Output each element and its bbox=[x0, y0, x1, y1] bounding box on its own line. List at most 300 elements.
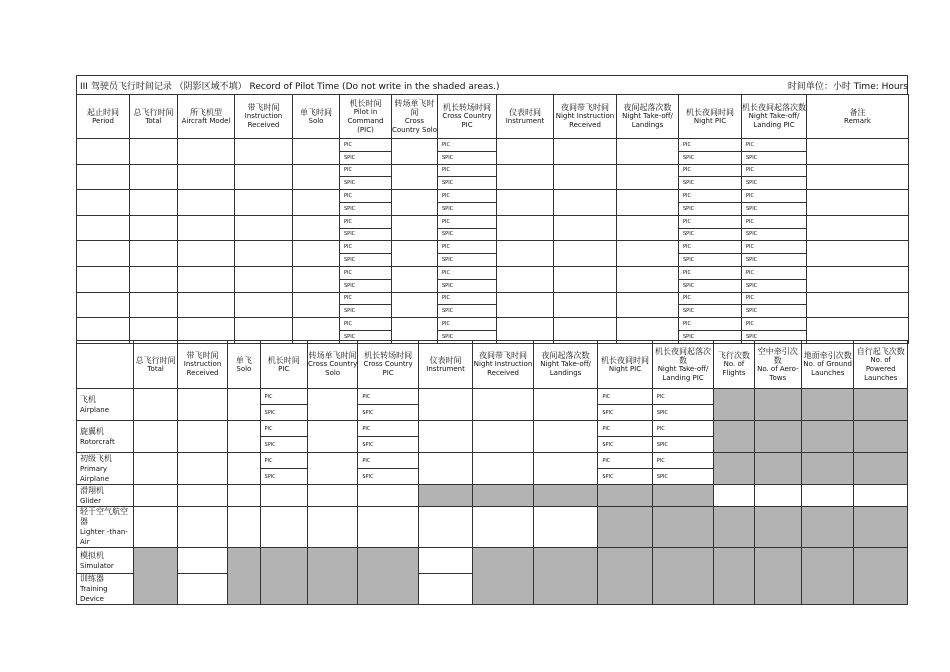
summary-cell[interactable] bbox=[418, 507, 472, 548]
summary-cell[interactable] bbox=[177, 548, 227, 574]
summary-row bbox=[77, 548, 908, 574]
pic-entry-cell[interactable]: PIC bbox=[358, 389, 419, 405]
top-header-4 bbox=[293, 95, 340, 139]
category-en: Rotorcraft bbox=[80, 437, 115, 446]
pic-entry-cell[interactable]: PIC bbox=[358, 421, 419, 437]
bottom-header-11 bbox=[714, 341, 754, 389]
pic-entry-cell[interactable]: PIC bbox=[438, 318, 497, 331]
spic-entry-cell[interactable]: SPIC bbox=[358, 405, 419, 421]
spic-entry-cell[interactable]: SPIC bbox=[438, 228, 497, 241]
entry-cell[interactable] bbox=[617, 215, 679, 241]
spic-entry-cell[interactable]: SPIC bbox=[438, 330, 497, 343]
pic-entry-cell[interactable]: PIC bbox=[340, 164, 392, 177]
entry-cell[interactable] bbox=[392, 266, 438, 292]
top-header-zh: 机长夜间起落次数 bbox=[742, 103, 806, 112]
top-header-1 bbox=[130, 95, 178, 139]
entry-cell[interactable] bbox=[497, 215, 554, 241]
spic-entry-cell[interactable]: SPIC bbox=[742, 151, 807, 164]
entry-cell[interactable] bbox=[392, 292, 438, 318]
summary-cell bbox=[714, 453, 754, 485]
summary-cell[interactable] bbox=[177, 421, 227, 453]
summary-cell[interactable] bbox=[418, 453, 472, 485]
summary-cell[interactable] bbox=[134, 453, 177, 485]
entry-cell[interactable] bbox=[617, 190, 679, 216]
bottom-header-en: Solo bbox=[236, 364, 252, 373]
entry-cell[interactable] bbox=[77, 292, 130, 318]
spic-entry-cell[interactable]: SPIC bbox=[438, 254, 497, 267]
pic-entry-cell[interactable]: PIC bbox=[340, 292, 392, 305]
spic-entry-cell[interactable]: SPIC bbox=[742, 177, 807, 190]
pic-entry-cell[interactable]: PIC bbox=[679, 266, 742, 279]
pic-entry-cell[interactable]: PIC bbox=[340, 139, 392, 152]
summary-cell[interactable] bbox=[358, 507, 419, 548]
bottom-header-en: PIC bbox=[278, 364, 290, 373]
summary-cell[interactable] bbox=[307, 421, 357, 453]
summary-cell bbox=[652, 507, 714, 548]
entry-cell[interactable] bbox=[178, 292, 235, 318]
spic-entry-cell[interactable]: SPIC bbox=[260, 405, 307, 421]
entry-cell[interactable] bbox=[178, 164, 235, 190]
summary-cell bbox=[598, 507, 652, 548]
spic-entry-cell[interactable]: SPIC bbox=[742, 202, 807, 215]
category-label bbox=[77, 485, 134, 507]
entry-cell[interactable] bbox=[178, 190, 235, 216]
category-label bbox=[77, 389, 134, 421]
pic-entry-cell[interactable]: PIC bbox=[438, 292, 497, 305]
pic-entry-cell[interactable]: PIC bbox=[742, 241, 807, 254]
entry-cell[interactable] bbox=[497, 266, 554, 292]
entry-cell[interactable] bbox=[235, 139, 293, 165]
bottom-header-zh: 夜间起落次数 bbox=[541, 351, 590, 360]
pic-entry-cell[interactable]: PIC bbox=[652, 421, 714, 437]
summary-cell[interactable] bbox=[177, 485, 227, 507]
bottom-header-zh: 仪表时间 bbox=[429, 355, 462, 365]
top-header-zh: 仪表时间 bbox=[509, 107, 541, 117]
bottom-header-10 bbox=[652, 341, 714, 389]
top-header-9 bbox=[554, 95, 617, 139]
record-entry-row bbox=[77, 241, 909, 254]
spic-entry-cell[interactable]: SPIC bbox=[679, 228, 742, 241]
entry-cell[interactable] bbox=[77, 164, 130, 190]
bottom-header-0 bbox=[134, 341, 177, 389]
entry-cell[interactable] bbox=[554, 266, 617, 292]
pic-entry-cell[interactable]: PIC bbox=[340, 266, 392, 279]
summary-cell bbox=[854, 548, 908, 605]
summary-cell bbox=[473, 485, 534, 507]
summary-cell[interactable] bbox=[307, 485, 357, 507]
spic-entry-cell[interactable]: SPIC bbox=[438, 305, 497, 318]
spic-entry-cell[interactable]: SPIC bbox=[742, 330, 807, 343]
top-header-zh: 起止时间 bbox=[87, 107, 119, 117]
entry-cell[interactable] bbox=[392, 190, 438, 216]
entry-cell[interactable] bbox=[293, 190, 340, 216]
entry-cell[interactable] bbox=[807, 292, 909, 318]
bottom-header-en: Night Take-off/ Landing PIC bbox=[657, 364, 709, 382]
summary-cell[interactable] bbox=[228, 485, 260, 507]
summary-cell[interactable] bbox=[134, 389, 177, 421]
spic-entry-cell[interactable]: SPIC bbox=[742, 279, 807, 292]
bottom-header-zh: 机长夜间起落次数 bbox=[655, 346, 712, 365]
bottom-header-6 bbox=[418, 341, 472, 389]
summary-cell[interactable] bbox=[134, 485, 177, 507]
summary-cell[interactable] bbox=[228, 507, 260, 548]
spic-entry-cell[interactable]: SPIC bbox=[679, 202, 742, 215]
entry-cell[interactable] bbox=[617, 266, 679, 292]
summary-cell[interactable] bbox=[228, 421, 260, 453]
bottom-header-5 bbox=[358, 341, 419, 389]
entry-cell[interactable] bbox=[392, 164, 438, 190]
pic-entry-cell[interactable]: PIC bbox=[679, 190, 742, 203]
summary-cell bbox=[652, 548, 714, 605]
summary-cell[interactable] bbox=[473, 389, 534, 421]
entry-cell[interactable] bbox=[554, 164, 617, 190]
pic-entry-cell[interactable]: PIC bbox=[598, 389, 652, 405]
entry-cell[interactable] bbox=[130, 241, 178, 267]
summary-cell[interactable] bbox=[177, 574, 227, 605]
pic-entry-cell[interactable]: PIC bbox=[438, 190, 497, 203]
entry-cell[interactable] bbox=[77, 215, 130, 241]
top-header-en: Night PIC bbox=[693, 116, 727, 125]
summary-cell bbox=[714, 389, 754, 421]
entry-cell[interactable] bbox=[807, 139, 909, 165]
summary-cell bbox=[714, 421, 754, 453]
pic-entry-cell[interactable]: PIC bbox=[742, 164, 807, 177]
bottom-header-4 bbox=[307, 341, 357, 389]
bottom-header-14 bbox=[854, 341, 908, 389]
summary-row bbox=[77, 389, 908, 405]
category-label bbox=[77, 548, 134, 574]
entry-cell[interactable] bbox=[497, 241, 554, 267]
entry-cell[interactable] bbox=[617, 241, 679, 267]
summary-cell bbox=[754, 453, 801, 485]
entry-cell[interactable] bbox=[617, 292, 679, 318]
spic-entry-cell[interactable]: SPIC bbox=[358, 469, 419, 485]
spic-entry-cell[interactable]: SPIC bbox=[340, 254, 392, 267]
summary-cell bbox=[802, 453, 854, 485]
entry-cell[interactable] bbox=[130, 266, 178, 292]
summary-cell[interactable] bbox=[714, 485, 754, 507]
spic-entry-cell[interactable]: SPIC bbox=[679, 330, 742, 343]
top-header-zh: 备注 bbox=[849, 107, 866, 117]
entry-cell[interactable] bbox=[130, 139, 178, 165]
pic-entry-cell[interactable]: PIC bbox=[679, 292, 742, 305]
pic-entry-cell[interactable]: PIC bbox=[742, 190, 807, 203]
pic-entry-cell[interactable]: PIC bbox=[340, 241, 392, 254]
pic-entry-cell[interactable]: PIC bbox=[679, 164, 742, 177]
spic-entry-cell[interactable]: SPIC bbox=[679, 254, 742, 267]
summary-cell[interactable] bbox=[473, 507, 534, 548]
spic-entry-cell[interactable]: SPIC bbox=[260, 469, 307, 485]
top-header-zh: 机长转场时间 bbox=[443, 103, 491, 112]
summary-cell[interactable] bbox=[473, 421, 534, 453]
spic-entry-cell[interactable]: SPIC bbox=[598, 437, 652, 453]
spic-entry-cell[interactable]: SPIC bbox=[438, 279, 497, 292]
pic-entry-cell[interactable]: PIC bbox=[260, 389, 307, 405]
top-header-en: Aircraft Model bbox=[181, 116, 231, 125]
spic-entry-cell[interactable]: SPIC bbox=[438, 151, 497, 164]
summary-cell bbox=[598, 485, 652, 507]
entry-cell[interactable] bbox=[807, 266, 909, 292]
summary-cell bbox=[260, 548, 307, 605]
top-header-en: Night Instruction Received bbox=[555, 112, 615, 129]
entry-cell[interactable] bbox=[293, 215, 340, 241]
entry-cell[interactable] bbox=[807, 164, 909, 190]
entry-cell[interactable] bbox=[497, 164, 554, 190]
bottom-header-8 bbox=[533, 341, 598, 389]
entry-cell[interactable] bbox=[807, 190, 909, 216]
summary-cell[interactable] bbox=[418, 548, 472, 574]
entry-cell[interactable] bbox=[554, 215, 617, 241]
spic-entry-cell[interactable]: SPIC bbox=[679, 177, 742, 190]
spic-entry-cell[interactable]: SPIC bbox=[340, 151, 392, 164]
pic-entry-cell[interactable]: PIC bbox=[438, 164, 497, 177]
entry-cell[interactable] bbox=[554, 139, 617, 165]
summary-cell[interactable] bbox=[260, 507, 307, 548]
spic-entry-cell[interactable]: SPIC bbox=[438, 177, 497, 190]
summary-cell[interactable] bbox=[533, 507, 598, 548]
summary-cell[interactable] bbox=[418, 421, 472, 453]
entry-cell[interactable] bbox=[497, 190, 554, 216]
entry-cell[interactable] bbox=[554, 241, 617, 267]
entry-cell[interactable] bbox=[293, 266, 340, 292]
entry-cell[interactable] bbox=[178, 241, 235, 267]
category-zh: 模拟机 bbox=[80, 550, 104, 560]
entry-cell[interactable] bbox=[235, 164, 293, 190]
bottom-header-zh: 单飞 bbox=[235, 355, 252, 365]
entry-cell[interactable] bbox=[554, 190, 617, 216]
bottom-header-zh: 地面牵引次数 bbox=[803, 351, 852, 360]
entry-cell[interactable] bbox=[77, 266, 130, 292]
pic-entry-cell[interactable]: PIC bbox=[652, 453, 714, 469]
bottom-header-en: No. of Ground Launches bbox=[803, 360, 852, 377]
summary-cell bbox=[754, 507, 801, 548]
summary-cell[interactable] bbox=[307, 453, 357, 485]
entry-cell[interactable] bbox=[807, 241, 909, 267]
entry-cell[interactable] bbox=[497, 292, 554, 318]
top-header-en: Night Take-off/ Landings bbox=[622, 112, 673, 129]
pic-entry-cell[interactable]: PIC bbox=[652, 389, 714, 405]
pic-entry-cell[interactable]: PIC bbox=[742, 292, 807, 305]
bottom-header-9 bbox=[598, 341, 652, 389]
summary-cell bbox=[802, 548, 854, 605]
bottom-header-3 bbox=[260, 341, 307, 389]
summary-cell[interactable] bbox=[418, 574, 472, 605]
pic-entry-cell[interactable]: PIC bbox=[679, 215, 742, 228]
spic-entry-cell[interactable]: SPIC bbox=[340, 330, 392, 343]
bottom-header-zh: 机长夜间时间 bbox=[601, 355, 650, 365]
spic-entry-cell[interactable]: SPIC bbox=[679, 305, 742, 318]
pic-entry-cell[interactable]: PIC bbox=[438, 241, 497, 254]
category-zh: 训练器 bbox=[80, 574, 104, 583]
entry-cell[interactable] bbox=[77, 241, 130, 267]
entry-cell[interactable] bbox=[293, 292, 340, 318]
spic-entry-cell[interactable]: SPIC bbox=[260, 437, 307, 453]
bottom-header-zh: 总飞行时间 bbox=[135, 355, 176, 365]
spic-entry-cell[interactable]: SPIC bbox=[358, 437, 419, 453]
spic-entry-cell[interactable]: SPIC bbox=[679, 151, 742, 164]
top-header-zh: 单飞时间 bbox=[300, 107, 332, 117]
pic-entry-cell[interactable]: PIC bbox=[340, 190, 392, 203]
summary-cell[interactable] bbox=[418, 389, 472, 421]
entry-cell[interactable] bbox=[235, 266, 293, 292]
top-header-en: Period bbox=[92, 116, 114, 125]
bottom-header-en: Night Instruction Received bbox=[473, 360, 533, 377]
entry-cell[interactable] bbox=[392, 241, 438, 267]
bottom-header-en: Total bbox=[147, 364, 164, 373]
summary-cell bbox=[754, 548, 801, 605]
record-entry-row bbox=[77, 215, 909, 228]
summary-cell[interactable] bbox=[177, 507, 227, 548]
entry-cell[interactable] bbox=[235, 241, 293, 267]
entry-cell[interactable] bbox=[293, 241, 340, 267]
entry-cell[interactable] bbox=[617, 139, 679, 165]
entry-cell[interactable] bbox=[392, 139, 438, 165]
entry-cell[interactable] bbox=[807, 215, 909, 241]
entry-cell[interactable] bbox=[130, 190, 178, 216]
pic-entry-cell[interactable]: PIC bbox=[679, 139, 742, 152]
spic-entry-cell[interactable]: SPIC bbox=[340, 202, 392, 215]
pic-entry-cell[interactable]: PIC bbox=[260, 453, 307, 469]
top-header-en: Night Take-off/ Landing PIC bbox=[748, 112, 800, 129]
entry-cell[interactable] bbox=[235, 190, 293, 216]
spic-entry-cell[interactable]: SPIC bbox=[679, 279, 742, 292]
entry-cell[interactable] bbox=[293, 139, 340, 165]
category-en: Glider bbox=[80, 496, 101, 505]
entry-cell[interactable] bbox=[130, 215, 178, 241]
pic-entry-cell[interactable]: PIC bbox=[438, 266, 497, 279]
pic-entry-cell[interactable]: PIC bbox=[358, 453, 419, 469]
category-zh: 旋翼机 bbox=[80, 426, 104, 436]
top-header-zh: 夜间带飞时间 bbox=[561, 103, 609, 112]
top-header-zh: 机长夜间时间 bbox=[686, 107, 734, 117]
spic-entry-cell[interactable]: SPIC bbox=[340, 279, 392, 292]
bottom-header-en: No. of Aero-Tows bbox=[757, 364, 799, 382]
entry-cell[interactable] bbox=[178, 266, 235, 292]
spic-entry-cell[interactable]: SPIC bbox=[598, 469, 652, 485]
summary-cell bbox=[754, 389, 801, 421]
entry-cell[interactable] bbox=[178, 215, 235, 241]
spic-entry-cell[interactable]: SPIC bbox=[742, 254, 807, 267]
summary-cell[interactable] bbox=[854, 485, 908, 507]
category-header-cell[interactable] bbox=[77, 341, 134, 389]
bottom-header-zh: 转场单飞时间 bbox=[308, 351, 357, 360]
entry-cell[interactable] bbox=[293, 164, 340, 190]
entry-cell[interactable] bbox=[130, 292, 178, 318]
summary-cell[interactable] bbox=[134, 507, 177, 548]
bottom-header-12 bbox=[754, 341, 801, 389]
entry-cell[interactable] bbox=[178, 139, 235, 165]
summary-cell bbox=[802, 389, 854, 421]
entry-cell[interactable] bbox=[497, 139, 554, 165]
pic-entry-cell[interactable]: PIC bbox=[598, 453, 652, 469]
top-header-zh: 机长时间 bbox=[349, 98, 382, 108]
spic-entry-cell[interactable]: SPIC bbox=[652, 469, 714, 485]
summary-cell bbox=[134, 548, 177, 605]
pic-entry-cell[interactable]: PIC bbox=[742, 266, 807, 279]
spic-entry-cell[interactable]: SPIC bbox=[340, 305, 392, 318]
summary-cell[interactable] bbox=[533, 421, 598, 453]
entry-cell[interactable] bbox=[235, 292, 293, 318]
summary-cell[interactable] bbox=[533, 389, 598, 421]
summary-row bbox=[77, 453, 908, 469]
top-header-0 bbox=[77, 95, 130, 139]
summary-cell[interactable] bbox=[533, 453, 598, 485]
spic-entry-cell[interactable]: SPIC bbox=[652, 405, 714, 421]
summary-cell[interactable] bbox=[754, 485, 801, 507]
entry-cell[interactable] bbox=[77, 190, 130, 216]
pic-entry-cell[interactable]: PIC bbox=[742, 318, 807, 331]
record-entry-row bbox=[77, 292, 909, 305]
entry-cell[interactable] bbox=[554, 292, 617, 318]
bottom-header-zh: 自行起飞次数 bbox=[856, 346, 905, 356]
spic-entry-cell[interactable]: SPIC bbox=[652, 437, 714, 453]
summary-cell bbox=[714, 548, 754, 605]
summary-cell[interactable] bbox=[307, 507, 357, 548]
summary-cell[interactable] bbox=[177, 453, 227, 485]
summary-row bbox=[77, 421, 908, 437]
pic-entry-cell[interactable]: PIC bbox=[679, 318, 742, 331]
pic-entry-cell[interactable]: PIC bbox=[438, 215, 497, 228]
summary-cell[interactable] bbox=[358, 485, 419, 507]
pic-entry-cell[interactable]: PIC bbox=[679, 241, 742, 254]
pic-entry-cell[interactable]: PIC bbox=[742, 215, 807, 228]
spic-entry-cell[interactable]: SPIC bbox=[742, 305, 807, 318]
top-header-en: Solo bbox=[308, 116, 324, 125]
summary-cell[interactable] bbox=[473, 453, 534, 485]
spic-entry-cell[interactable]: SPIC bbox=[598, 405, 652, 421]
spic-entry-cell[interactable]: SPIC bbox=[340, 228, 392, 241]
bottom-header-zh: 夜间带飞时间 bbox=[479, 351, 528, 360]
bottom-header-zh: 空中牵引次数 bbox=[757, 346, 798, 365]
time-unit-label: 时间单位：小时 Time: Hours bbox=[787, 82, 908, 92]
summary-cell[interactable] bbox=[228, 453, 260, 485]
pic-entry-cell[interactable]: PIC bbox=[598, 421, 652, 437]
record-table bbox=[76, 94, 909, 344]
summary-cell[interactable] bbox=[177, 389, 227, 421]
summary-cell[interactable] bbox=[134, 421, 177, 453]
entry-cell[interactable] bbox=[77, 139, 130, 165]
top-header-zh: 转场单飞时间 bbox=[394, 98, 435, 117]
entry-cell[interactable] bbox=[235, 215, 293, 241]
summary-cell bbox=[358, 548, 419, 605]
summary-row bbox=[77, 485, 908, 507]
top-header-3 bbox=[235, 95, 293, 139]
entry-cell[interactable] bbox=[392, 215, 438, 241]
summary-cell[interactable] bbox=[802, 485, 854, 507]
pic-entry-cell[interactable]: PIC bbox=[742, 139, 807, 152]
pic-entry-cell[interactable]: PIC bbox=[260, 421, 307, 437]
top-header-11 bbox=[679, 95, 742, 139]
pic-entry-cell[interactable]: PIC bbox=[340, 215, 392, 228]
summary-cell[interactable] bbox=[260, 485, 307, 507]
record-title: III 驾驶员飞行时间记录 （阴影区域不填） Record of Pilot Time (Do not write in the shaded areas.) bbox=[80, 82, 500, 92]
record-entry-row bbox=[77, 190, 909, 203]
pic-entry-cell[interactable]: PIC bbox=[438, 139, 497, 152]
entry-cell[interactable] bbox=[617, 164, 679, 190]
record-entry-row bbox=[77, 139, 909, 152]
summary-cell[interactable] bbox=[228, 389, 260, 421]
bottom-header-en: Instruction Received bbox=[183, 360, 222, 377]
category-en: Simulator bbox=[80, 561, 114, 570]
top-header-en: Instruction Received bbox=[244, 112, 283, 129]
pic-entry-cell[interactable]: PIC bbox=[340, 318, 392, 331]
summary-cell[interactable] bbox=[307, 389, 357, 421]
spic-entry-cell[interactable]: SPIC bbox=[340, 177, 392, 190]
bottom-header-en: Cross Country PIC bbox=[363, 360, 413, 377]
spic-entry-cell[interactable]: SPIC bbox=[742, 228, 807, 241]
entry-cell[interactable] bbox=[130, 164, 178, 190]
spic-entry-cell[interactable]: SPIC bbox=[438, 202, 497, 215]
